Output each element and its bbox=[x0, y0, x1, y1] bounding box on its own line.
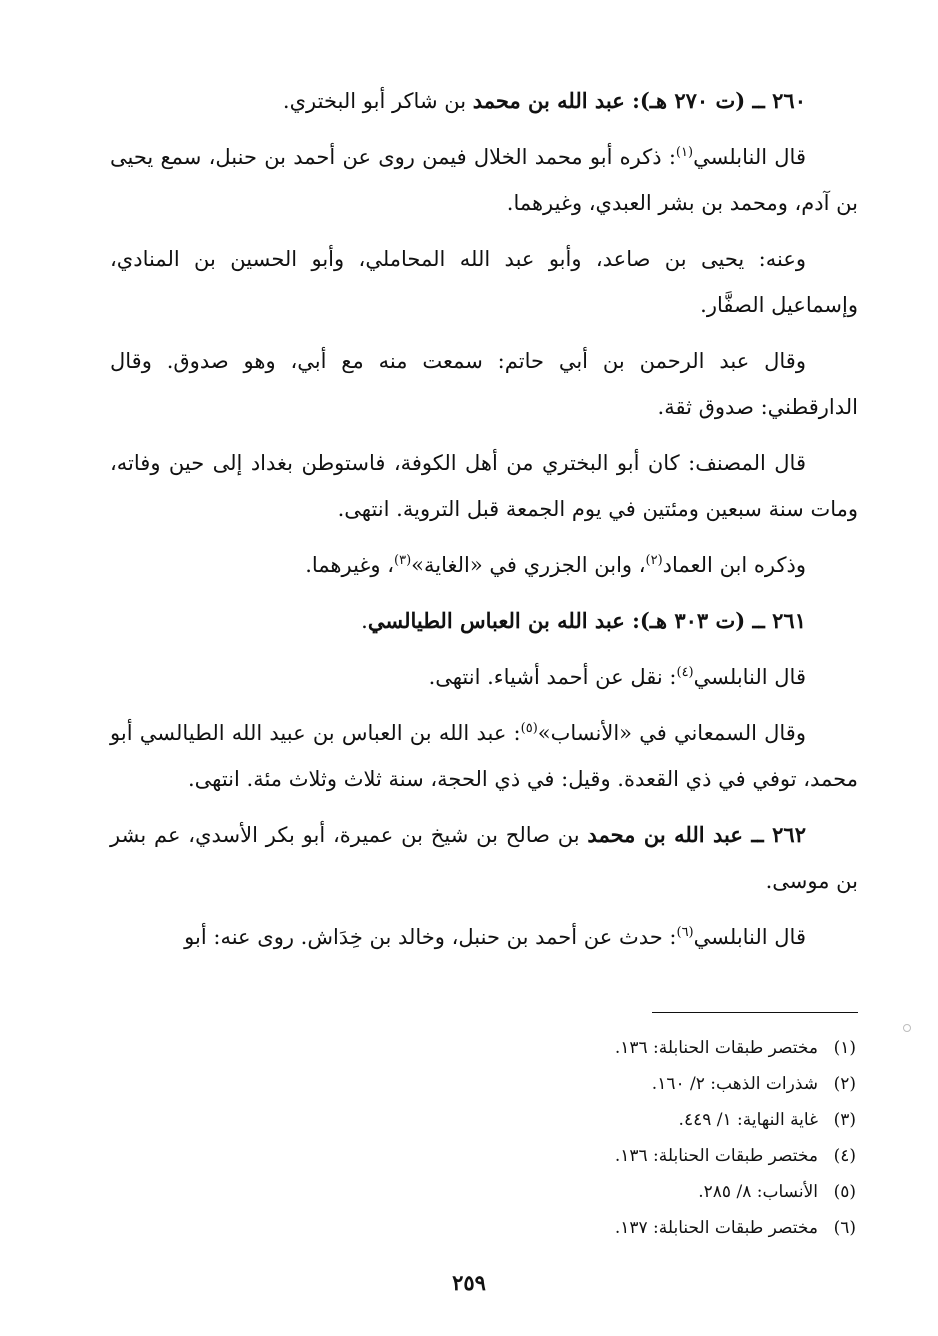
footnote-ref[interactable]: (٣) bbox=[394, 553, 412, 568]
entry-260-heading bbox=[110, 78, 858, 124]
footnote-number: (٥) bbox=[833, 1182, 856, 1202]
footnote-ref[interactable]: (١) bbox=[675, 145, 694, 160]
footnote-number: (٢) bbox=[833, 1074, 856, 1094]
footnote-text: غاية النهاية: ١/ ٤٤٩. bbox=[678, 1110, 818, 1130]
entry-rest: بن شاكر أبو البختري. bbox=[282, 89, 473, 113]
footnote bbox=[615, 1066, 856, 1102]
entry-261-heading bbox=[110, 598, 858, 644]
entry-name: عبد الله بن محمد bbox=[472, 88, 625, 113]
footnote-text: مختصر طبقات الحنابلة: ١٣٧. bbox=[614, 1218, 818, 1238]
margin-mark bbox=[903, 1024, 911, 1032]
footnote bbox=[615, 1138, 856, 1174]
page-number: ٢٥٩ bbox=[452, 1270, 486, 1295]
footnote-text: الأنساب: ٨/ ٢٨٥. bbox=[698, 1182, 818, 1202]
footnotes bbox=[615, 1030, 856, 1246]
entry-number: ٢٦١ ــ (ت ٣٠٣ هـ): bbox=[624, 608, 806, 633]
footnote bbox=[615, 1174, 856, 1210]
entry-number: ٢٦٢ ــ bbox=[742, 822, 806, 847]
footnote bbox=[615, 1030, 856, 1066]
main-text bbox=[110, 78, 858, 970]
paragraph: وقال السمعاني في «الأنساب»$^{(٥)}$: عبد الله بن العباس بن عبيد الله الطيالسي أبو محمد، توفي في ذي القعدة. وقيل: في ذي الحجة، سنة ثلاث وثلاث مئة. انتهى. bbox=[110, 721, 858, 791]
entry-name: عبد الله بن العباس الطيالسي bbox=[367, 608, 625, 633]
footnote-ref[interactable]: (٢) bbox=[645, 553, 663, 568]
paragraph: قال المصنف: كان أبو البختري من أهل الكوفة، فاستوطن بغداد إلى حين وفاته، ومات سنة سبعين ومئتين في يوم الجمعة قبل التروية. انتهى. bbox=[110, 451, 858, 521]
entry-name: عبد الله بن محمد bbox=[587, 822, 743, 847]
footnote bbox=[615, 1102, 856, 1138]
footnote-number: (١) bbox=[833, 1038, 856, 1058]
paragraph: وقال عبد الرحمن بن أبي حاتم: سمعت منه مع أبي، وهو صدوق. وقال الدارقطني: صدوق ثقة. bbox=[110, 349, 858, 419]
entry-rest: بن صالح بن شيخ بن عميرة، أبو بكر الأسدي، عم بشر بن موسى. bbox=[110, 823, 858, 893]
paragraph: قال النابلسي$^{(٦)}$: حدث عن أحمد بن حنبل، وخالد بن خِدَاش. روى عنه: أبو bbox=[184, 925, 806, 949]
footnote-number: (٣) bbox=[833, 1110, 856, 1130]
footnote-ref[interactable]: (٤) bbox=[676, 665, 694, 680]
entry-262-heading bbox=[110, 812, 858, 904]
paragraph: قال النابلسي$^{(١)}$: ذكره أبو محمد الخلال فيمن روى عن أحمد بن حنبل، سمع يحيى بن آدم، ومحمد بن بشر العبدي، وغيرهما. bbox=[110, 145, 858, 215]
paragraph: وعنه: يحيى بن صاعد، وأبو عبد الله المحاملي، وأبو الحسين بن المنادي، وإسماعيل الصفَّار. bbox=[110, 247, 858, 317]
footnote-ref[interactable]: (٥) bbox=[520, 721, 538, 736]
entry-rest: . bbox=[361, 609, 368, 633]
footnote-ref[interactable]: (٦) bbox=[676, 925, 694, 940]
footnote bbox=[615, 1210, 856, 1246]
paragraph: وذكره ابن العماد$^{(٢)}$، وابن الجزري في «الغاية»$^{(٣)}$، وغيرهما. bbox=[305, 553, 806, 577]
footnote-divider bbox=[652, 1012, 858, 1013]
entry-number: ٢٦٠ ــ (ت ٢٧٠ هـ): bbox=[624, 88, 806, 113]
footnote-number: (٦) bbox=[833, 1218, 856, 1238]
paragraph: قال النابلسي$^{(٤)}$: نقل عن أحمد أشياء. انتهى. bbox=[428, 665, 806, 689]
footnote-text: مختصر طبقات الحنابلة: ١٣٦. bbox=[614, 1038, 818, 1058]
footnote-number: (٤) bbox=[833, 1146, 856, 1166]
footnote-text: شذرات الذهب: ٢/ ١٦٠. bbox=[651, 1074, 818, 1094]
footnote-text: مختصر طبقات الحنابلة: ١٣٦. bbox=[614, 1146, 818, 1166]
